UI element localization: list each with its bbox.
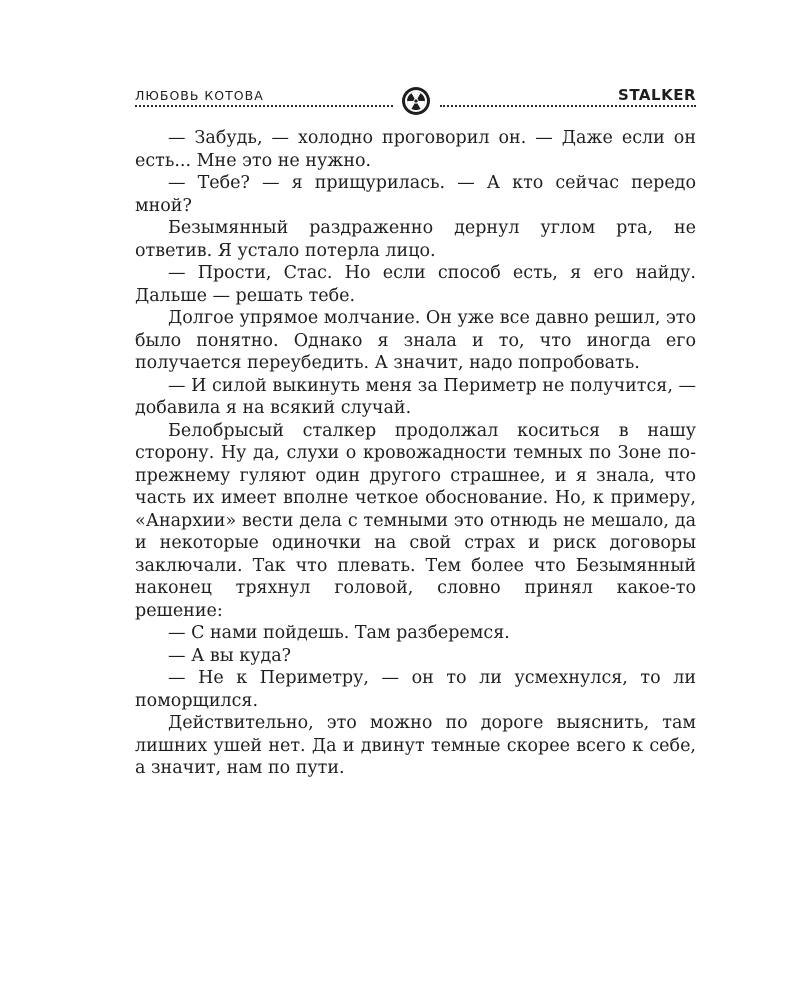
paragraph: — Тебе? — я прищурилась. — А кто сейчас передо мной? bbox=[135, 173, 696, 216]
paragraph: — А вы куда? bbox=[168, 645, 292, 666]
author-name: ЛЮБОВЬ КОТОВА bbox=[135, 88, 264, 103]
paragraph: Долгое упрямое молчание. Он уже все давно решил, это было понятно. Однако я знала и то, что иногда его получается переубедить. А значит, надо попробовать. bbox=[135, 308, 696, 373]
page-body-text bbox=[135, 127, 696, 780]
paragraph: Безымянный раздраженно дернул углом рта, не ответив. Я устало потерла лицо. bbox=[135, 218, 696, 261]
paragraph: — Прости, Стас. Но если способ есть, я его найду. Дальше — решать тебе. bbox=[135, 263, 696, 306]
header-dotted-rule-right bbox=[440, 105, 696, 107]
series-title: STALKER bbox=[618, 86, 696, 104]
paragraph: Белобрысый сталкер продолжал коситься в нашу сторону. Ну да, слухи о кровожадности темных по Зоне по-прежнему гуляют один другого страшнее, и я знала, что часть их имеет вполне четкое обоснование. Но, к примеру, «Анархии» вести дела с темными это отнюдь не мешало, да и некоторые одиночки на свой страх и риск договоры заключали. Так что плевать. Тем более что Безымянный наконец тряхнул головой, словно принял какое-то решение: bbox=[135, 420, 696, 621]
book-page bbox=[135, 86, 696, 780]
paragraph: — С нами пойдешь. Там разберемся. bbox=[168, 623, 510, 643]
radiation-emblem-icon bbox=[400, 86, 432, 116]
running-header bbox=[135, 86, 696, 118]
paragraph: — Забудь, — холодно проговорил он. — Даже если он есть... Мне это не нужно. bbox=[135, 128, 696, 171]
paragraph: Действительно, это можно по дороге выяснить, там лишних ушей нет. Да и двинут темные скорее всего к себе, а значит, нам по пути. bbox=[135, 713, 696, 778]
header-dotted-rule-left bbox=[135, 105, 393, 107]
paragraph: — И силой выкинуть меня за Периметр не получится, — добавила я на всякий случай. bbox=[135, 375, 696, 418]
paragraph: — Не к Периметру, — он то ли усмехнулся, то ли поморщился. bbox=[135, 668, 696, 711]
